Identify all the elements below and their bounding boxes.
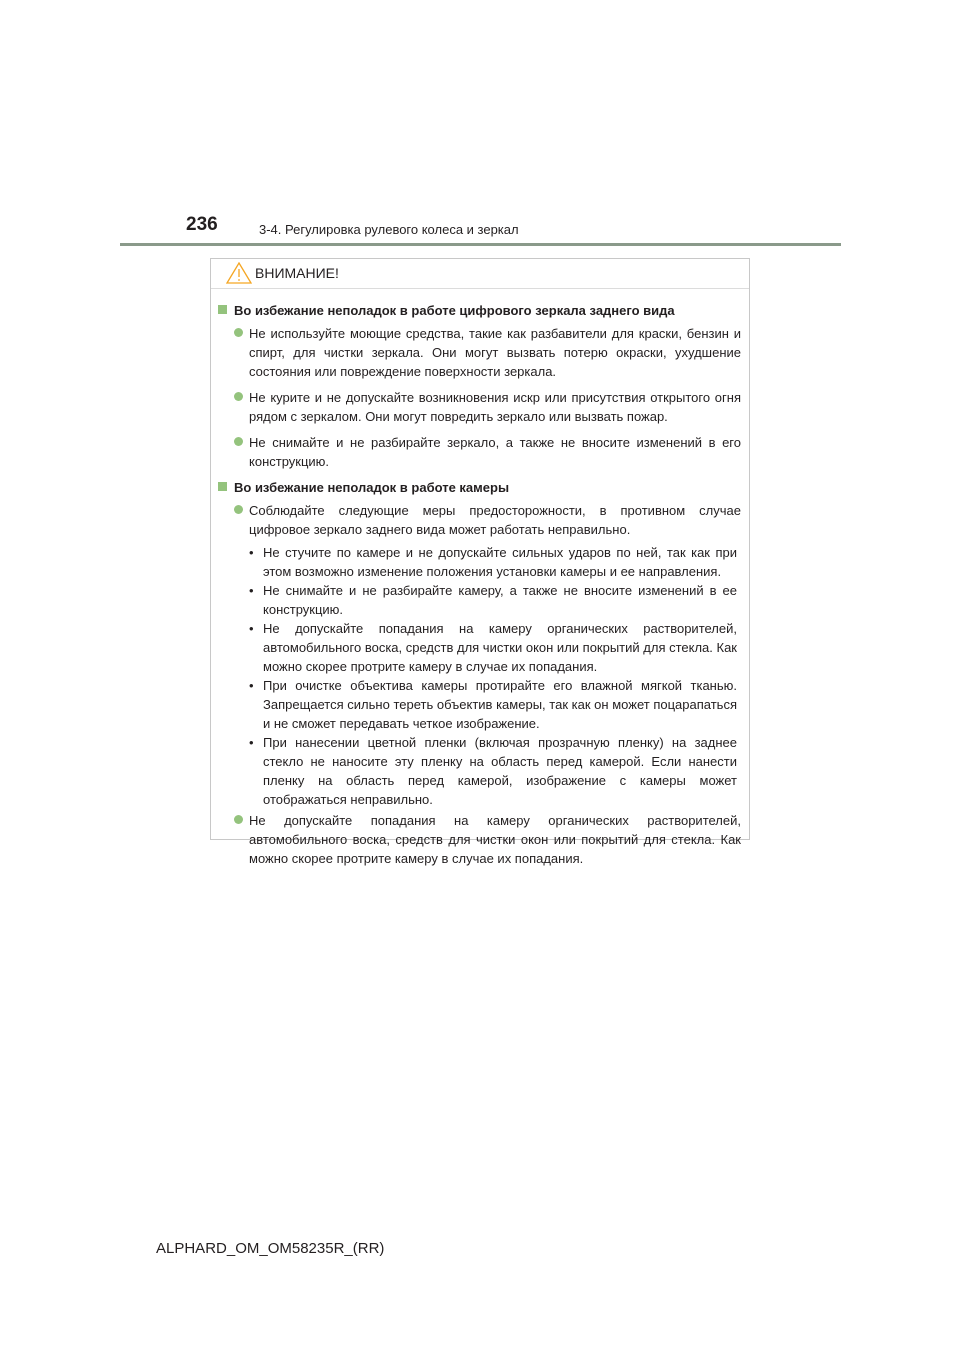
list-item: Соблюдайте следующие меры предосторожности, в противном случае цифровое зеркало заднего вида может работать неправильно. [234, 501, 741, 539]
warning-box [210, 258, 750, 866]
list-item: Не допускайте попадания на камеру органических растворителей, автомобильного воска, средств для чистки окон или покрытий для стекла. Как можно скорее протрите камеру в случае их попадания. [234, 811, 741, 868]
circle-bullet-icon [234, 505, 243, 514]
sub-list [249, 543, 741, 809]
square-bullet-icon [218, 482, 227, 491]
page-number: 236 [186, 214, 218, 235]
list-item: Не используйте моющие средства, такие как разбавители для краски, бензин и спирт, для чистки зеркала. Они могут вызвать потерю окраски, ухудшение состояния или повреждение поверхности зеркала. [234, 324, 741, 381]
warning-triangle-icon [226, 262, 252, 284]
section-heading-camera: Во избежание неполадок в работе камеры [217, 478, 741, 497]
dot-bullet-icon: • [249, 621, 254, 636]
dot-bullet-icon: • [249, 583, 254, 598]
circle-bullet-icon [234, 437, 243, 446]
warning-body [211, 289, 749, 868]
sub-list-item: • При нанесении цветной пленки (включая прозрачную пленку) на заднее стекло не наносите эту пленку на область перед камерой. Если нанести пленку на область перед камерой, изображение с камеры может отображаться неправильно. [249, 735, 737, 807]
footer-code: ALPHARD_OM_OM58235R_(RR) [156, 1240, 385, 1257]
sub-list-item: • Не снимайте и не разбирайте камеру, а также не вносите изменений в ее конструкцию. [249, 583, 737, 617]
dot-bullet-icon: • [249, 678, 254, 693]
list-item: Не курите и не допускайте возникновения искр или присутствия открытого огня рядом с зеркалом. Они могут повредить зеркало или вызвать пожар. [234, 388, 741, 426]
sub-list-item: • Не допускайте попадания на камеру органических растворителей, автомобильного воска, средств для чистки окон или покрытий для стекла. Как можно скорее протрите камеру в случае их попадания. [249, 621, 737, 674]
square-bullet-icon [218, 305, 227, 314]
circle-bullet-icon [234, 392, 243, 401]
sub-list-item: • Не стучите по камере и не допускайте сильных ударов по ней, так как при этом возможно изменение положения установки камеры и ее направления. [249, 545, 737, 579]
list-item: Не снимайте и не разбирайте зеркало, а также не вносите изменений в его конструкцию. [234, 433, 741, 471]
sub-list-item: • При очистке объектива камеры протирайте его влажной мягкой тканью. Запрещается сильно тереть объектив камеры, так как он может поцарапаться и не сможет передавать четкое изображение. [249, 678, 737, 731]
circle-bullet-icon [234, 328, 243, 337]
header-rule [120, 243, 841, 246]
circle-bullet-icon [234, 815, 243, 824]
warning-title: ВНИМАНИЕ! [255, 265, 339, 281]
warning-header [211, 259, 749, 289]
section-heading-mirror: Во избежание неполадок в работе цифрового зеркала заднего вида [217, 301, 741, 320]
dot-bullet-icon: • [249, 735, 254, 750]
section-title: 3-4. Регулировка рулевого колеса и зеркал [259, 222, 519, 237]
dot-bullet-icon: • [249, 545, 254, 560]
